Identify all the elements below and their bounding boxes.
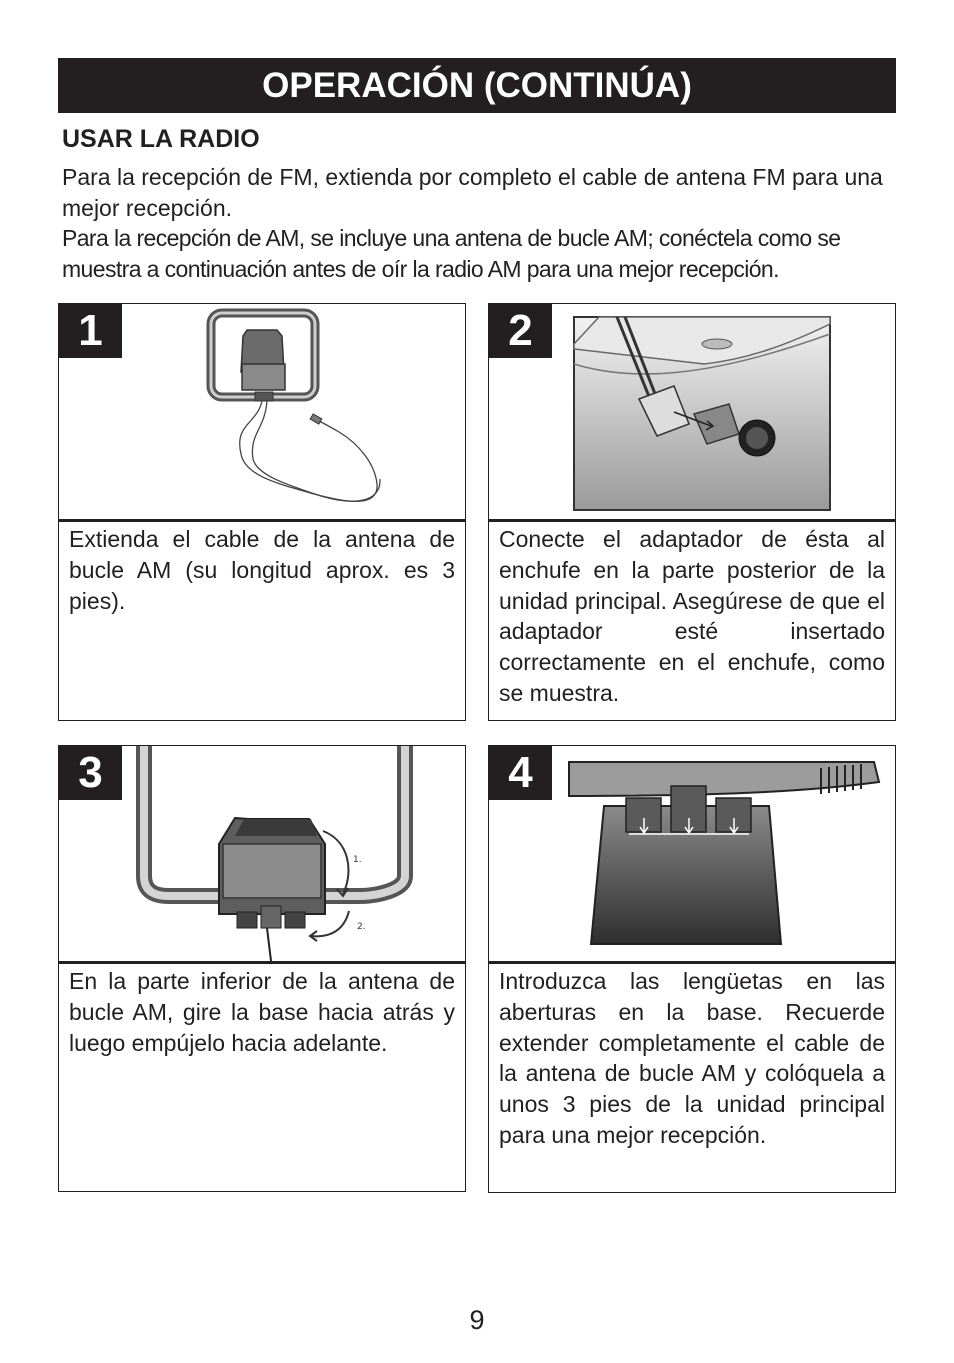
rotation-step-2-label: 2.: [357, 922, 366, 932]
step-panel-4: [488, 745, 896, 1193]
step-1-image: [59, 304, 465, 522]
page-title: OPERACIÓN (CONTINÚA): [262, 65, 692, 105]
step-2-caption: Conecte el adaptador de ésta al enchufe en la parte posterior de la unidad principal. Asegúrese de que el adaptador esté insertado correctamente en el enchufe, como se muestra.: [499, 526, 885, 706]
step-number-1: 1: [59, 304, 122, 358]
step-4-image: [489, 746, 895, 964]
rotation-step-1-label: 1.: [353, 855, 362, 865]
step-number-2: 2: [489, 304, 552, 358]
section-title: USAR LA RADIO: [62, 125, 260, 153]
step-3-caption: En la parte inferior de la antena de bucle AM, gire la base hacia atrás y luego empújelo hacia adelante.: [69, 968, 455, 1056]
page-title-banner: [58, 58, 896, 113]
page-number: 9: [469, 1305, 485, 1335]
intro-paragraph-am: Para la recepción de AM, se incluye una antena de bucle AM; conéctela como se muestra a continuación antes de oír la radio AM para una mejor recepción.: [62, 225, 841, 282]
step-1-caption: Extienda el cable de la antena de bucle AM (su longitud aprox. es 3 pies).: [69, 526, 455, 614]
step-panel-3: [58, 745, 466, 1192]
step-panel-1: [58, 303, 466, 721]
intro-paragraph-fm: Para la recepción de FM, extienda por completo el cable de antena FM para una mejor recepción.: [62, 164, 883, 221]
step-4-caption: Introduzca las lengüetas en las aberturas en la base. Recuerde extender completamente el cable de la antena de bucle AM y colóquela a unos 3 pies de la unidad principal para una mejor recepción.: [499, 968, 885, 1148]
step-panel-2: [488, 303, 896, 721]
step-number-3: 3: [59, 746, 122, 800]
intro-text: [62, 162, 894, 284]
step-2-image: [489, 304, 895, 522]
step-number-4: 4: [489, 746, 552, 800]
step-3-image: [59, 746, 465, 964]
